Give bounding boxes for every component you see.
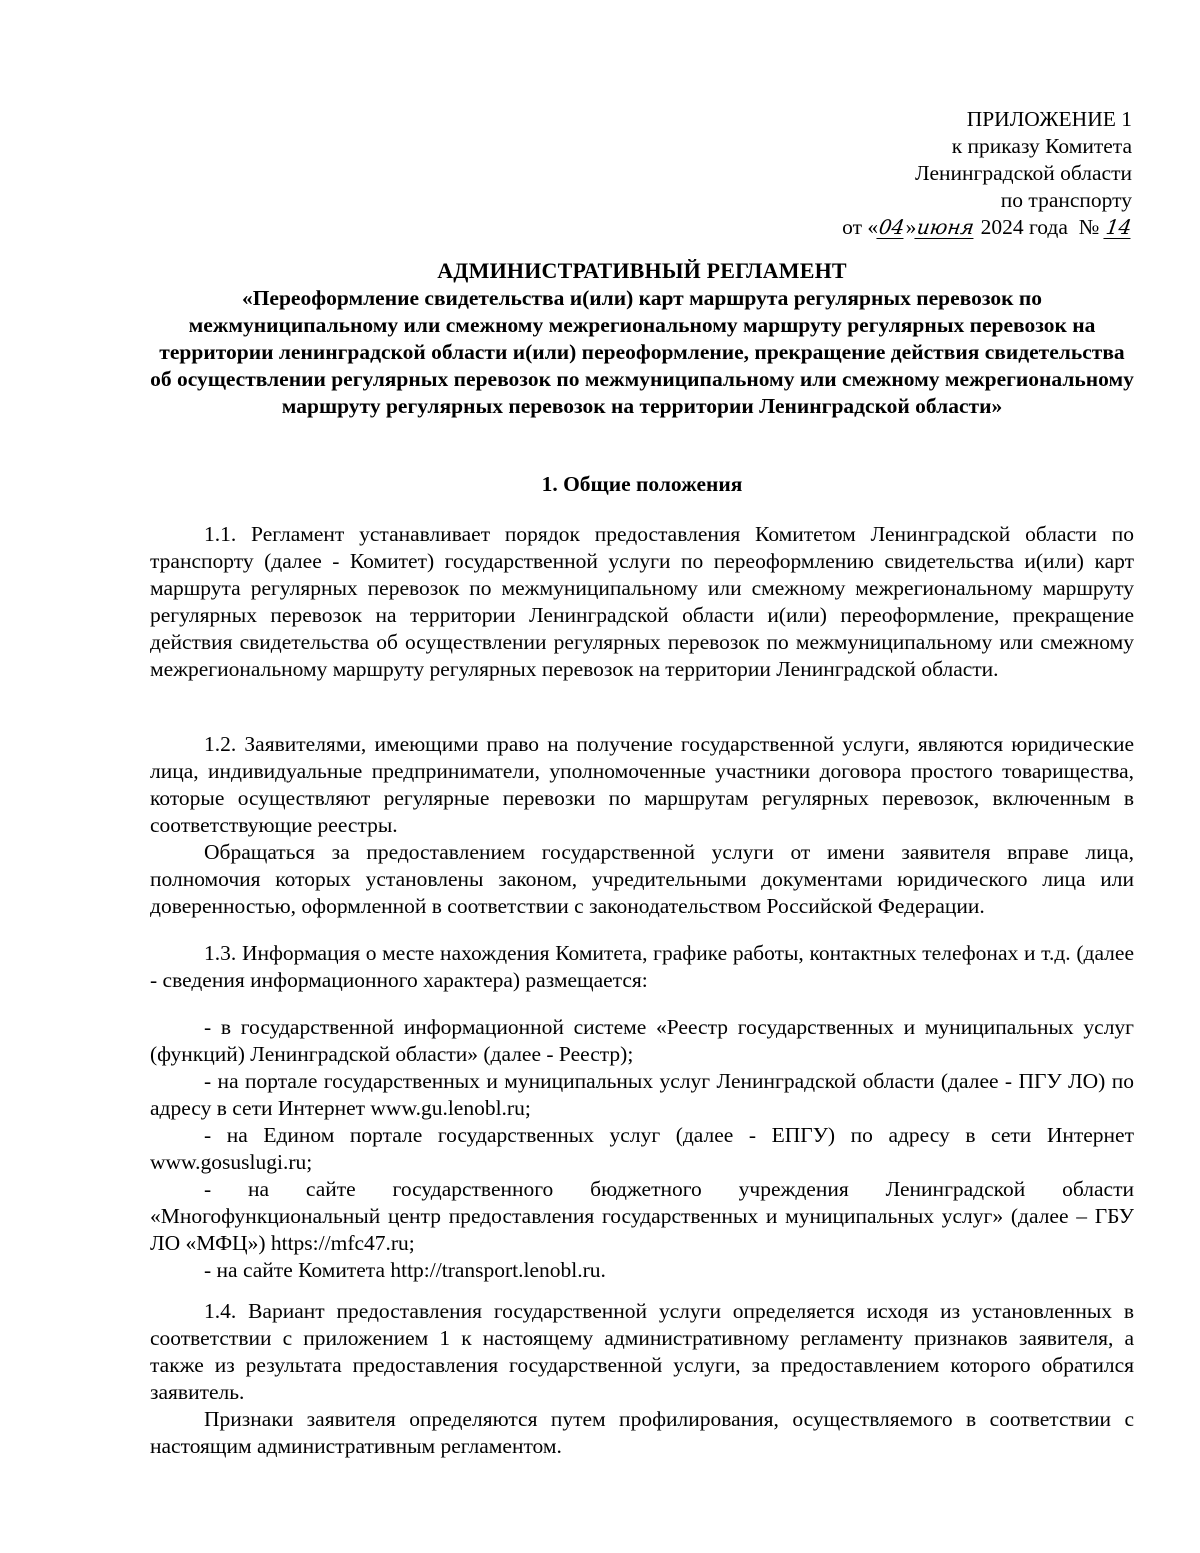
paragraph-1-4: 1.4. Вариант предоставления государственной услуги определяется исходя из установленных в соответствии с приложением 1 к настоящему административному регламенту признаков заявителя, а также из результата предоставления государственной услуги, за предоставлением которого обратился заявитель. (150, 1299, 1134, 1404)
annex-date-line (842, 214, 1132, 241)
handwritten-day: 04 (877, 215, 907, 239)
annex-line-1: ПРИЛОЖЕНИЕ 1 (966, 107, 1132, 131)
document-title: АДМИНИСТРАТИВНЫЙ РЕГЛАМЕНТ (437, 258, 847, 283)
list-item: - на портале государственных и муниципальных услуг Ленинградской области (далее - ПГУ ЛО) по адресу в сети Интернет www.gu.lenobl.ru; (150, 1069, 1134, 1120)
list-item: - на Едином портале государственных услуг (далее - ЕПГУ) по адресу в сети Интернет www.gosuslugi.ru; (150, 1123, 1134, 1174)
handwritten-number: 14 (1103, 215, 1133, 239)
paragraph-1-2: 1.2. Заявителями, имеющими право на получение государственной услуги, являются юридические лица, индивидуальные предприниматели, уполномоченные участники договора простого товарищества, которые осуществляют регулярные перевозки по маршрутам регулярных перевозок, включенным в соответствующие реестры. (150, 732, 1134, 837)
annex-line-2: к приказу Комитета (951, 134, 1132, 158)
paragraph-1-1: 1.1. Регламент устанавливает порядок предоставления Комитетом Ленинградской области по транспорту (далее - Комитет) государственной услуги по переоформлению свидетельства и(или) карт маршрута регулярных перевозок по межмуниципальному или смежному межрегиональному маршруту регулярных перевозок на территории Ленинградской области и(или) переоформление, прекращение действия свидетельства об осуществлении регулярных перевозок по межмуниципальному или смежному межрегиональному маршруту регулярных перевозок на территории Ленинградской области. (150, 522, 1134, 681)
document-subtitle: «Переоформление свидетельства и(или) карт маршрута регулярных перевозок по межмуниципальному или смежному межрегиональному маршруту регулярных перевозок на территории ленинградской области и(или) переоформление, прекращение действия свидетельства об осуществлении регулярных перевозок по межмуниципальному или смежному межрегиональному маршруту регулярных перевозок на территории Ленинградской области» (150, 286, 1134, 418)
list-item: - в государственной информационной системе «Реестр государственных и муниципальных услуг (функций) Ленинградской области» (далее - Реестр); (150, 1015, 1134, 1066)
date-prefix: от « (842, 215, 879, 239)
number-label: № (1078, 215, 1100, 239)
paragraph-1-4-continued: Признаки заявителя определяются путем профилирования, осуществляемого в соответствии с настоящим административным регламентом. (150, 1407, 1134, 1458)
document-title-block (150, 257, 1134, 420)
paragraph-1-2-continued: Обращаться за предоставлением государственной услуги от имени заявителя вправе лица, полномочия которых установлены законом, учредительными документами юридического лица или доверенностью, оформленной в соответствии с законодательством Российской Федерации. (150, 840, 1134, 918)
handwritten-month: июня (915, 215, 977, 239)
list-item: - на сайте государственного бюджетного учреждения Ленинградской области «Многофункциональный центр предоставления государственных и муниципальных услуг» (далее – ГБУ ЛО «МФЦ») https://mfc47.ru; (150, 1177, 1134, 1255)
list-item: - на сайте Комитета http://transport.lenobl.ru. (204, 1258, 606, 1282)
paragraph-1-3: 1.3. Информация о месте нахождения Комитета, графике работы, контактных телефонах и т.д. (далее - сведения информационного характера) размещается: (150, 941, 1134, 992)
date-year: 2024 года (980, 215, 1068, 239)
annex-line-3: Ленинградской области (915, 161, 1132, 185)
date-mid: » (905, 215, 917, 239)
annex-header (842, 106, 1132, 241)
annex-line-4: по транспорту (1000, 188, 1132, 212)
section-title: 1. Общие положения (541, 472, 743, 496)
